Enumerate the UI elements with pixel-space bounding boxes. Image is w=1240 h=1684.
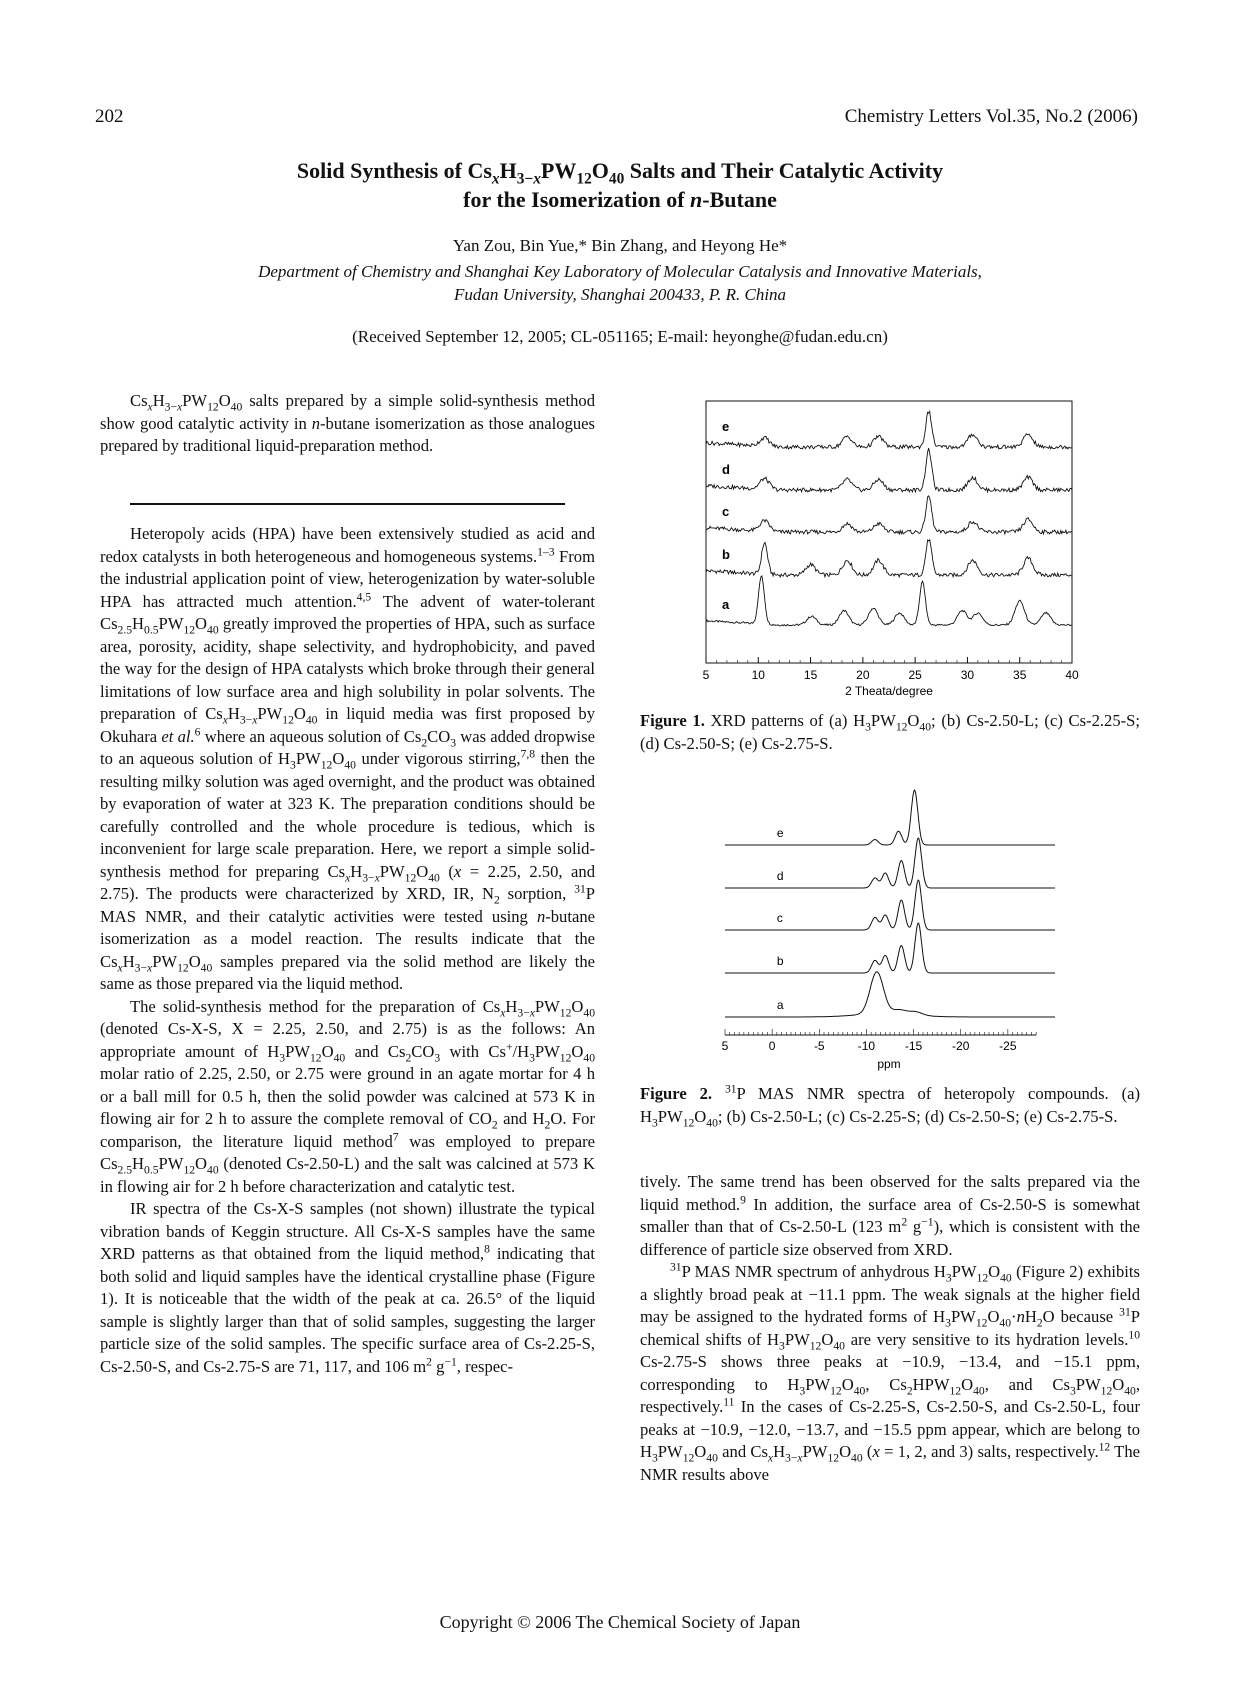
xrd-trace-label-a: a <box>722 597 730 612</box>
figure-1-label: Figure 1. <box>640 711 705 730</box>
nmr-trace-b <box>725 923 1055 973</box>
xrd-trace-a <box>706 576 1072 626</box>
body-right-column <box>640 1171 1140 1486</box>
xrd-trace-c <box>706 496 1072 534</box>
nmr-trace-label-c: c <box>776 911 783 925</box>
xrd-trace-label-c: c <box>722 504 730 519</box>
affiliation <box>0 260 1240 306</box>
nmr-tick-label: 0 <box>768 1039 776 1053</box>
nmr-trace-d <box>725 838 1055 888</box>
body-left-column <box>100 523 595 1378</box>
authors: Yan Zou, Bin Yue,* Bin Zhang, and Heyong He* <box>452 236 788 255</box>
xrd-tick-label: 5 <box>702 668 710 682</box>
xrd-tick-label: 30 <box>960 668 975 682</box>
nmr-trace-a <box>725 972 1055 1017</box>
nmr-trace-label-e: e <box>776 826 784 840</box>
affiliation-line-1: Department of Chemistry and Shanghai Key Laboratory of Molecular Catalysis and Innovative Materials, <box>258 262 982 281</box>
title-line-1: Solid Synthesis of $Cs_xH_{3-x}PW_{12}O_{40}$ Salts and Their Catalytic Activity <box>296 158 944 188</box>
figure-1-xrd-chart <box>640 395 1100 698</box>
xrd-tick-label: 15 <box>803 668 818 682</box>
paragraph-1: Heteropoly acids (HPA) have been extensively studied as acid and redox catalysts in both heterogeneous and homogeneous systems.$^{1-3}$ From the industrial application point of view, heterogenization by water-soluble HPA has attracted much attention.$^{4,5}$ The advent of water-tolerant $Cs_{2.5}H_{0.5}PW_{12}O_{40}$ greatly improved the properties of HPA, such as surface area, porosity, acidity, shape selectivity, and hydrophobicity, and paved the way for the design of HPA catalysts which broke through their general limitations of low surface area and high solubility in polar solvents. The preparation of $Cs_xH_{3-x}PW_{12}O_{40}$ in liquid media was first proposed by Okuhara et al.$^6$ where an aqueous solution of $Cs_2CO_3$ was added dropwise to an aqueous solution of $H_3PW_{12}O_{40}$ under vigorous stirring,$^{7,8}$ then the resulting milky solution was aged overnight, and the product was obtained by evaporation of water at 323 K. The preparation conditions should be carefully controlled and the whole procedure is tedious, which is inconvenient for large scale preparation. Here, we report a simple solid-synthesis method for preparing $Cs_xH_{3-x}PW_{12}O_{40}$ (x = 2.25, 2.50, and 2.75). The products were characterized by XRD, IR, $N_2$ sorption, $^{31}$P MAS NMR, and their catalytic activities were tested using n-butane isomerization as a model reaction. The results indicate that the $Cs_xH_{3-x}PW_{12}O_{40}$ samples prepared via the solid method are likely the same as those prepared via the liquid method. <box>100 524 595 993</box>
nmr-tick-label: -20 <box>952 1039 970 1053</box>
xrd-trace-b <box>706 540 1072 577</box>
nmr-trace-label-b: b <box>776 954 784 968</box>
xrd-trace-label-d: d <box>722 462 730 477</box>
nmr-tick-label: -5 <box>813 1039 825 1053</box>
paragraph-3: IR spectra of the Cs-X-S samples (not shown) illustrate the typical vibration bands of Keggin structure. All Cs-X-S samples have the same XRD patterns as that obtained from the liquid method,$^8$ indicating that both solid and liquid samples have the identical crystalline phase (Figure 1). It is noticeable that the width of the peak at ca. 26.5° of the liquid sample is slightly larger than that of solid samples, suggesting the larger particle size of the solid samples. The specific surface area of Cs-2.25-S, Cs-2.50-S, and Cs-2.75-S are 71, 117, and 106 $m^2$ $g^{-1}$, respec- <box>100 1199 596 1376</box>
xrd-tick-label: 25 <box>908 668 922 682</box>
xrd-tick-label: 10 <box>751 668 765 682</box>
nmr-tick-label: -15 <box>904 1039 923 1053</box>
xrd-tick-label: 40 <box>1065 668 1079 682</box>
paragraph-4: tively. The same trend has been observed for the salts prepared via the liquid method.$^9$ In addition, the surface area of Cs-2.50-S is somewhat smaller than that of Cs-2.50-L (123 $m^2$ $g^{-1}$), which is consistent with the difference of particle size observed from XRD. <box>640 1172 1140 1259</box>
nmr-trace-label-a: a <box>776 998 784 1012</box>
xrd-trace-d <box>706 448 1072 492</box>
received-line: (Received September 12, 2005; CL-051165; E-mail: heyonghe@fudan.edu.cn) <box>352 327 888 346</box>
affiliation-line-2: Fudan University, Shanghai 200433, P. R. China <box>453 285 787 304</box>
abstract-divider <box>130 503 565 505</box>
figure-2-caption: Figure 2. $^{31}$P MAS NMR spectra of heteropoly compounds. (a) $H_3PW_{12}O_{40}$; (b) Cs-2.50-L; (c) Cs-2.25-S; (d) Cs-2.50-S; (e) Cs-2.75-S. <box>640 1082 1140 1129</box>
xrd-x-axis-label: 2 Theata/degree <box>845 684 933 698</box>
nmr-tick-label: -25 <box>999 1039 1017 1053</box>
xrd-tick-label: 20 <box>856 668 870 682</box>
xrd-trace-e <box>706 411 1072 449</box>
nmr-tick-label: -10 <box>857 1039 876 1053</box>
paragraph-5: $^{31}$P MAS NMR spectrum of anhydrous $H_3PW_{12}O_{40}$ (Figure 2) exhibits a slightly broad peak at −11.1 ppm. The weak signals at the higher field may be assigned to the hydrated forms of $H_3PW_{12}O_{40}\cdot nH_2O$ because $^{31}$P chemical shifts of $H_3PW_{12}O_{40}$ are very sensitive to its hydration levels.$^{10}$ Cs-2.75-S shows three peaks at −10.9, −13.4, and −15.1 ppm, corresponding to $H_3PW_{12}O_{40}$, $Cs_2HPW_{12}O_{40}$, and $Cs_3PW_{12}O_{40}$, respectively.$^{11}$ In the cases of Cs-2.25-S, Cs-2.50-S, and Cs-2.50-L, four peaks at −10.9, −12.0, −13.7, and −15.5 ppm appear, which are belong to $H_3PW_{12}O_{40}$ and $Cs_xH_{3-x}PW_{12}O_{40}$ (x = 1, 2, and 3) salts, respectively.$^{12}$ The NMR results above <box>640 1260 1140 1484</box>
xrd-tick-label: 35 <box>1013 668 1027 682</box>
copyright-footer: Copyright © 2006 The Chemical Society of Japan <box>439 1612 801 1632</box>
nmr-tick-label: 5 <box>721 1039 729 1053</box>
paper-title <box>0 156 1240 214</box>
nmr-trace-label-d: d <box>776 869 784 883</box>
xrd-trace-label-b: b <box>722 547 730 562</box>
nmr-trace-e <box>725 790 1055 845</box>
page-number: 202 <box>95 106 124 127</box>
figure-2-label: Figure 2. <box>640 1084 713 1103</box>
figure-2-nmr-chart <box>721 785 1055 1071</box>
title-line-2: for the Isomerization of n-Butane <box>463 187 777 212</box>
xrd-trace-label-e: e <box>722 419 730 434</box>
abstract: $Cs_xH_{3-x}PW_{12}O_{40}$ salts prepared by a simple solid-synthesis method show good catalytic activity in n-butane isomerization as those analogues prepared by traditional liquid-preparation method. <box>100 391 595 455</box>
figure-1-caption: Figure 1. XRD patterns of (a) $H_3PW_{12}O_{40}$; (b) Cs-2.50-L; (c) Cs-2.25-S; (d) Cs-2.50-S; (e) Cs-2.75-S. <box>640 711 1140 753</box>
paragraph-2: The solid-synthesis method for the preparation of $Cs_xH_{3-x}PW_{12}O_{40}$ (denoted Cs-X-S, X = 2.25, 2.50, and 2.75) is as the follows: An appropriate amount of $H_3PW_{12}O_{40}$ and $Cs_2CO_3$ with $Cs^+/H_3PW_{12}O_{40}$ molar ratio of 2.25, 2.50, or 2.75 were ground in an agate mortar for 4 h or a ball mill for 0.5 h, then the solid powder was calcined at 573 K in flowing air for 2 h to assure the complete removal of $CO_2$ and $H_2O$. For comparison, the literature liquid method$^7$ was employed to prepare $Cs_{2.5}H_{0.5}PW_{12}O_{40}$ (denoted Cs-2.50-L) and the salt was calcined at 573 K in flowing air for 2 h before characterization and catalytic test. <box>100 996 595 1196</box>
journal-header: Chemistry Letters Vol.35, No.2 (2006) <box>844 106 1138 127</box>
nmr-x-axis-label: ppm <box>877 1057 901 1071</box>
